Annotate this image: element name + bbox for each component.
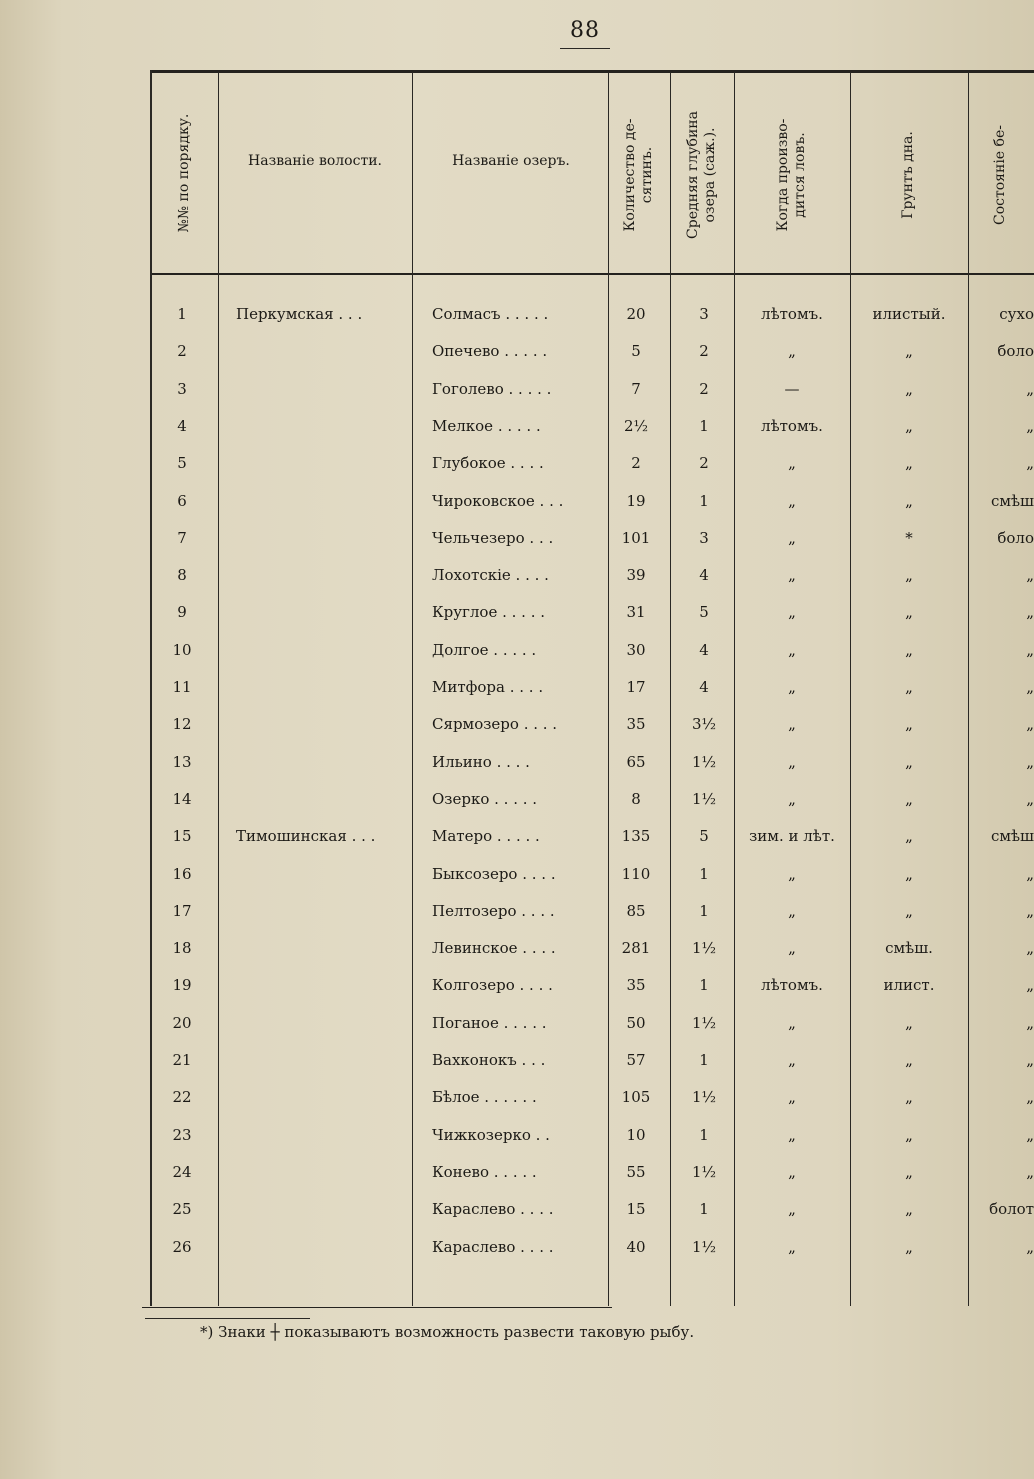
row-number: 10 bbox=[172, 641, 192, 659]
row-area: 31 bbox=[626, 603, 646, 621]
row-number: 14 bbox=[172, 790, 192, 808]
row-area: 35 bbox=[626, 715, 646, 733]
row-state: „ bbox=[1026, 678, 1034, 696]
header-bottom-rule bbox=[152, 273, 1034, 275]
row-state: „ bbox=[1026, 603, 1034, 621]
row-area: 50 bbox=[626, 1014, 646, 1032]
row-number: 13 bbox=[172, 753, 192, 771]
row-soil: „ bbox=[905, 417, 913, 435]
row-fishing-time: „ bbox=[788, 1088, 796, 1106]
row-depth: 1 bbox=[699, 865, 709, 883]
row-depth: 1 bbox=[699, 417, 709, 435]
row-area: 39 bbox=[626, 566, 646, 584]
row-lake-name: Опечево . . . . . bbox=[432, 342, 548, 360]
row-soil: „ bbox=[905, 454, 913, 472]
row-state: „ bbox=[1026, 976, 1034, 994]
row-depth: 1 bbox=[699, 1126, 709, 1144]
row-state: смѣш bbox=[990, 827, 1034, 845]
row-depth: 5 bbox=[699, 827, 709, 845]
row-state: „ bbox=[1026, 1163, 1034, 1181]
row-fishing-time: „ bbox=[788, 1051, 796, 1069]
row-number: 20 bbox=[172, 1014, 192, 1032]
row-volost: Тимошинская . . . bbox=[236, 827, 376, 845]
row-depth: 4 bbox=[699, 566, 709, 584]
row-number: 11 bbox=[172, 678, 192, 696]
row-number: 2 bbox=[177, 342, 187, 360]
row-soil: „ bbox=[905, 902, 913, 920]
row-soil: „ bbox=[905, 827, 913, 845]
row-state: „ bbox=[1026, 1238, 1034, 1256]
row-area: 40 bbox=[626, 1238, 646, 1256]
row-soil: * bbox=[905, 529, 913, 547]
row-state: „ bbox=[1026, 1088, 1034, 1106]
row-area: 135 bbox=[621, 827, 651, 845]
row-depth: 4 bbox=[699, 641, 709, 659]
column-divider bbox=[670, 72, 671, 1306]
table-bottom-rule bbox=[142, 1307, 612, 1308]
row-depth: 4 bbox=[699, 678, 709, 696]
row-fishing-time: „ bbox=[788, 342, 796, 360]
row-number: 1 bbox=[177, 305, 187, 323]
row-fishing-time: — bbox=[784, 380, 800, 398]
column-divider bbox=[218, 72, 219, 1306]
footnote-rule bbox=[145, 1318, 310, 1319]
row-soil: „ bbox=[905, 1238, 913, 1256]
row-area: 2½ bbox=[623, 417, 649, 435]
row-area: 35 bbox=[626, 976, 646, 994]
row-number: 18 bbox=[172, 939, 192, 957]
row-depth: 3½ bbox=[691, 715, 717, 733]
row-lake-name: Быксозеро . . . . bbox=[432, 865, 556, 883]
row-number: 9 bbox=[177, 603, 187, 621]
header-depth-line2: озера (саж.). bbox=[702, 127, 718, 223]
row-number: 7 bbox=[177, 529, 187, 547]
row-lake-name: Озерко . . . . . bbox=[432, 790, 538, 808]
row-state: „ bbox=[1026, 1126, 1034, 1144]
row-lake-name: Вахконокъ . . . bbox=[432, 1051, 546, 1069]
row-state: боло bbox=[997, 529, 1034, 547]
header-lake bbox=[414, 150, 608, 174]
header-soil-text: Грунтъ дна. bbox=[900, 131, 917, 219]
row-state: смѣш bbox=[990, 492, 1034, 510]
row-depth: 1½ bbox=[691, 1238, 717, 1256]
row-number: 24 bbox=[172, 1163, 192, 1181]
row-lake-name: Матеро . . . . . bbox=[432, 827, 540, 845]
row-state: „ bbox=[1026, 753, 1034, 771]
row-number: 3 bbox=[177, 380, 187, 398]
row-area: 5 bbox=[631, 342, 641, 360]
row-soil: „ bbox=[905, 753, 913, 771]
row-state: „ bbox=[1026, 902, 1034, 920]
row-state: болот bbox=[989, 1200, 1034, 1218]
row-soil: „ bbox=[905, 603, 913, 621]
row-lake-name: Бѣлое . . . . . . bbox=[432, 1088, 537, 1106]
row-number: 26 bbox=[172, 1238, 192, 1256]
row-depth: 1 bbox=[699, 492, 709, 510]
row-depth: 1½ bbox=[691, 753, 717, 771]
column-divider bbox=[850, 72, 851, 1306]
row-state: „ bbox=[1026, 417, 1034, 435]
row-number: 25 bbox=[172, 1200, 192, 1218]
row-number: 21 bbox=[172, 1051, 192, 1069]
row-depth: 3 bbox=[699, 305, 709, 323]
row-area: 105 bbox=[621, 1088, 651, 1106]
row-number: 8 bbox=[177, 566, 187, 584]
row-fishing-time: „ bbox=[788, 1238, 796, 1256]
row-volost: Перкумская . . . bbox=[236, 305, 363, 323]
row-number: 23 bbox=[172, 1126, 192, 1144]
row-number: 17 bbox=[172, 902, 192, 920]
row-fishing-time: „ bbox=[788, 566, 796, 584]
row-number: 12 bbox=[172, 715, 192, 733]
row-area: 15 bbox=[626, 1200, 646, 1218]
row-area: 8 bbox=[631, 790, 641, 808]
row-soil: „ bbox=[905, 678, 913, 696]
row-lake-name: Чироковское . . . bbox=[432, 492, 564, 510]
row-lake-name: Чижкозерко . . bbox=[432, 1126, 550, 1144]
row-area: 55 bbox=[626, 1163, 646, 1181]
row-area: 30 bbox=[626, 641, 646, 659]
row-area: 2 bbox=[631, 454, 641, 472]
row-lake-name: Чельчезеро . . . bbox=[432, 529, 554, 547]
row-lake-name: Пелтозеро . . . . bbox=[432, 902, 555, 920]
row-soil: „ bbox=[905, 715, 913, 733]
row-area: 7 bbox=[631, 380, 641, 398]
row-soil: илист. bbox=[883, 976, 935, 994]
row-fishing-time: „ bbox=[788, 790, 796, 808]
row-depth: 1 bbox=[699, 976, 709, 994]
footnote: *) Знаки ┼ показываютъ возможность развести таковую рыбу. bbox=[200, 1323, 695, 1341]
row-lake-name: Колгозеро . . . . bbox=[432, 976, 553, 994]
header-number-text: №№ по порядку. bbox=[176, 113, 193, 233]
row-depth: 2 bbox=[699, 454, 709, 472]
header-soil bbox=[894, 85, 924, 265]
row-depth: 1½ bbox=[691, 939, 717, 957]
row-state: сухо bbox=[999, 305, 1034, 323]
row-number: 5 bbox=[177, 454, 187, 472]
row-fishing-time: „ bbox=[788, 865, 796, 883]
header-area bbox=[617, 85, 661, 265]
row-depth: 3 bbox=[699, 529, 709, 547]
row-soil: „ bbox=[905, 566, 913, 584]
header-fishing-time-line1: Когда произво- bbox=[774, 118, 791, 232]
row-area: 57 bbox=[626, 1051, 646, 1069]
row-depth: 1½ bbox=[691, 1163, 717, 1181]
row-fishing-time: „ bbox=[788, 1200, 796, 1218]
row-depth: 2 bbox=[699, 380, 709, 398]
row-depth: 1½ bbox=[691, 1088, 717, 1106]
row-soil: „ bbox=[905, 865, 913, 883]
row-depth: 1½ bbox=[691, 1014, 717, 1032]
row-depth: 2 bbox=[699, 342, 709, 360]
row-soil: „ bbox=[905, 641, 913, 659]
row-fishing-time: лѣтомъ. bbox=[761, 305, 823, 323]
header-volost-text: Названіе волости. bbox=[248, 153, 382, 170]
row-state: „ bbox=[1026, 641, 1034, 659]
row-lake-name: Долгое . . . . . bbox=[432, 641, 537, 659]
row-lake-name: Караслево . . . . bbox=[432, 1200, 554, 1218]
row-area: 17 bbox=[626, 678, 646, 696]
row-fishing-time: „ bbox=[788, 1163, 796, 1181]
page-number: 88 bbox=[570, 18, 600, 43]
row-soil: „ bbox=[905, 342, 913, 360]
row-fishing-time: зим. и лѣт. bbox=[749, 827, 835, 845]
row-state: „ bbox=[1026, 1014, 1034, 1032]
row-state: „ bbox=[1026, 865, 1034, 883]
row-lake-name: Лохотскіе . . . . bbox=[432, 566, 549, 584]
column-divider bbox=[968, 72, 969, 1306]
row-fishing-time: „ bbox=[788, 454, 796, 472]
header-lake-text: Названіе озеръ. bbox=[452, 153, 570, 170]
row-fishing-time: „ bbox=[788, 753, 796, 771]
row-fishing-time: „ bbox=[788, 641, 796, 659]
row-lake-name: Сярмозеро . . . . bbox=[432, 715, 558, 733]
row-soil: „ bbox=[905, 1014, 913, 1032]
row-state: „ bbox=[1026, 715, 1034, 733]
row-state: „ bbox=[1026, 380, 1034, 398]
row-lake-name: Гоголево . . . . . bbox=[432, 380, 552, 398]
row-area: 281 bbox=[621, 939, 651, 957]
row-state: „ bbox=[1026, 1051, 1034, 1069]
row-state: боло bbox=[997, 342, 1034, 360]
header-depth bbox=[680, 85, 724, 265]
column-divider bbox=[412, 72, 413, 1306]
row-fishing-time: „ bbox=[788, 715, 796, 733]
row-state: „ bbox=[1026, 454, 1034, 472]
row-soil: смѣш. bbox=[885, 939, 933, 957]
row-soil: „ bbox=[905, 790, 913, 808]
table-top-rule bbox=[152, 70, 1034, 73]
row-number: 19 bbox=[172, 976, 192, 994]
row-number: 6 bbox=[177, 492, 187, 510]
row-fishing-time: лѣтомъ. bbox=[761, 976, 823, 994]
row-area: 10 bbox=[626, 1126, 646, 1144]
row-lake-name: Круглое . . . . . bbox=[432, 603, 546, 621]
row-fishing-time: „ bbox=[788, 492, 796, 510]
row-lake-name: Митфора . . . . bbox=[432, 678, 544, 696]
row-lake-name: Левинское . . . . bbox=[432, 939, 556, 957]
row-fishing-time: „ bbox=[788, 902, 796, 920]
row-soil: илистый. bbox=[872, 305, 946, 323]
row-lake-name: Ильино . . . . bbox=[432, 753, 530, 771]
row-fishing-time: „ bbox=[788, 678, 796, 696]
row-lake-name: Глубокое . . . . bbox=[432, 454, 544, 472]
header-fishing-time-line2: дится ловъ. bbox=[792, 132, 808, 218]
header-state-text: Состояніе бе- bbox=[992, 125, 1009, 225]
header-area-line1: Количество де- bbox=[621, 118, 638, 232]
header-depth-line1: Средняя глубина bbox=[684, 111, 701, 239]
row-area: 20 bbox=[626, 305, 646, 323]
row-number: 4 bbox=[177, 417, 187, 435]
row-depth: 1 bbox=[699, 1200, 709, 1218]
row-depth: 1 bbox=[699, 1051, 709, 1069]
header-area-line2: сятинъ. bbox=[639, 146, 655, 204]
row-number: 16 bbox=[172, 865, 192, 883]
header-volost bbox=[220, 150, 410, 174]
row-depth: 5 bbox=[699, 603, 709, 621]
row-state: „ bbox=[1026, 939, 1034, 957]
row-soil: „ bbox=[905, 1200, 913, 1218]
page-number-rule bbox=[560, 48, 610, 49]
row-lake-name: Солмасъ . . . . . bbox=[432, 305, 549, 323]
header-state bbox=[986, 85, 1016, 265]
row-number: 22 bbox=[172, 1088, 192, 1106]
row-area: 85 bbox=[626, 902, 646, 920]
row-fishing-time: „ bbox=[788, 529, 796, 547]
row-number: 15 bbox=[172, 827, 192, 845]
row-soil: „ bbox=[905, 492, 913, 510]
row-fishing-time: „ bbox=[788, 603, 796, 621]
row-lake-name: Караслево . . . . bbox=[432, 1238, 554, 1256]
row-area: 19 bbox=[626, 492, 646, 510]
row-lake-name: Мелкое . . . . . bbox=[432, 417, 541, 435]
row-soil: „ bbox=[905, 380, 913, 398]
row-soil: „ bbox=[905, 1163, 913, 1181]
row-fishing-time: „ bbox=[788, 1126, 796, 1144]
row-state: „ bbox=[1026, 566, 1034, 584]
row-depth: 1 bbox=[699, 902, 709, 920]
row-state: „ bbox=[1026, 790, 1034, 808]
row-fishing-time: лѣтомъ. bbox=[761, 417, 823, 435]
row-lake-name: Конево . . . . . bbox=[432, 1163, 537, 1181]
header-fishing-time bbox=[770, 85, 814, 265]
row-lake-name: Поганое . . . . . bbox=[432, 1014, 547, 1032]
row-area: 65 bbox=[626, 753, 646, 771]
row-soil: „ bbox=[905, 1126, 913, 1144]
row-soil: „ bbox=[905, 1088, 913, 1106]
row-area: 101 bbox=[621, 529, 651, 547]
row-fishing-time: „ bbox=[788, 1014, 796, 1032]
header-number bbox=[170, 73, 200, 273]
row-fishing-time: „ bbox=[788, 939, 796, 957]
row-depth: 1½ bbox=[691, 790, 717, 808]
row-area: 110 bbox=[621, 865, 651, 883]
row-soil: „ bbox=[905, 1051, 913, 1069]
